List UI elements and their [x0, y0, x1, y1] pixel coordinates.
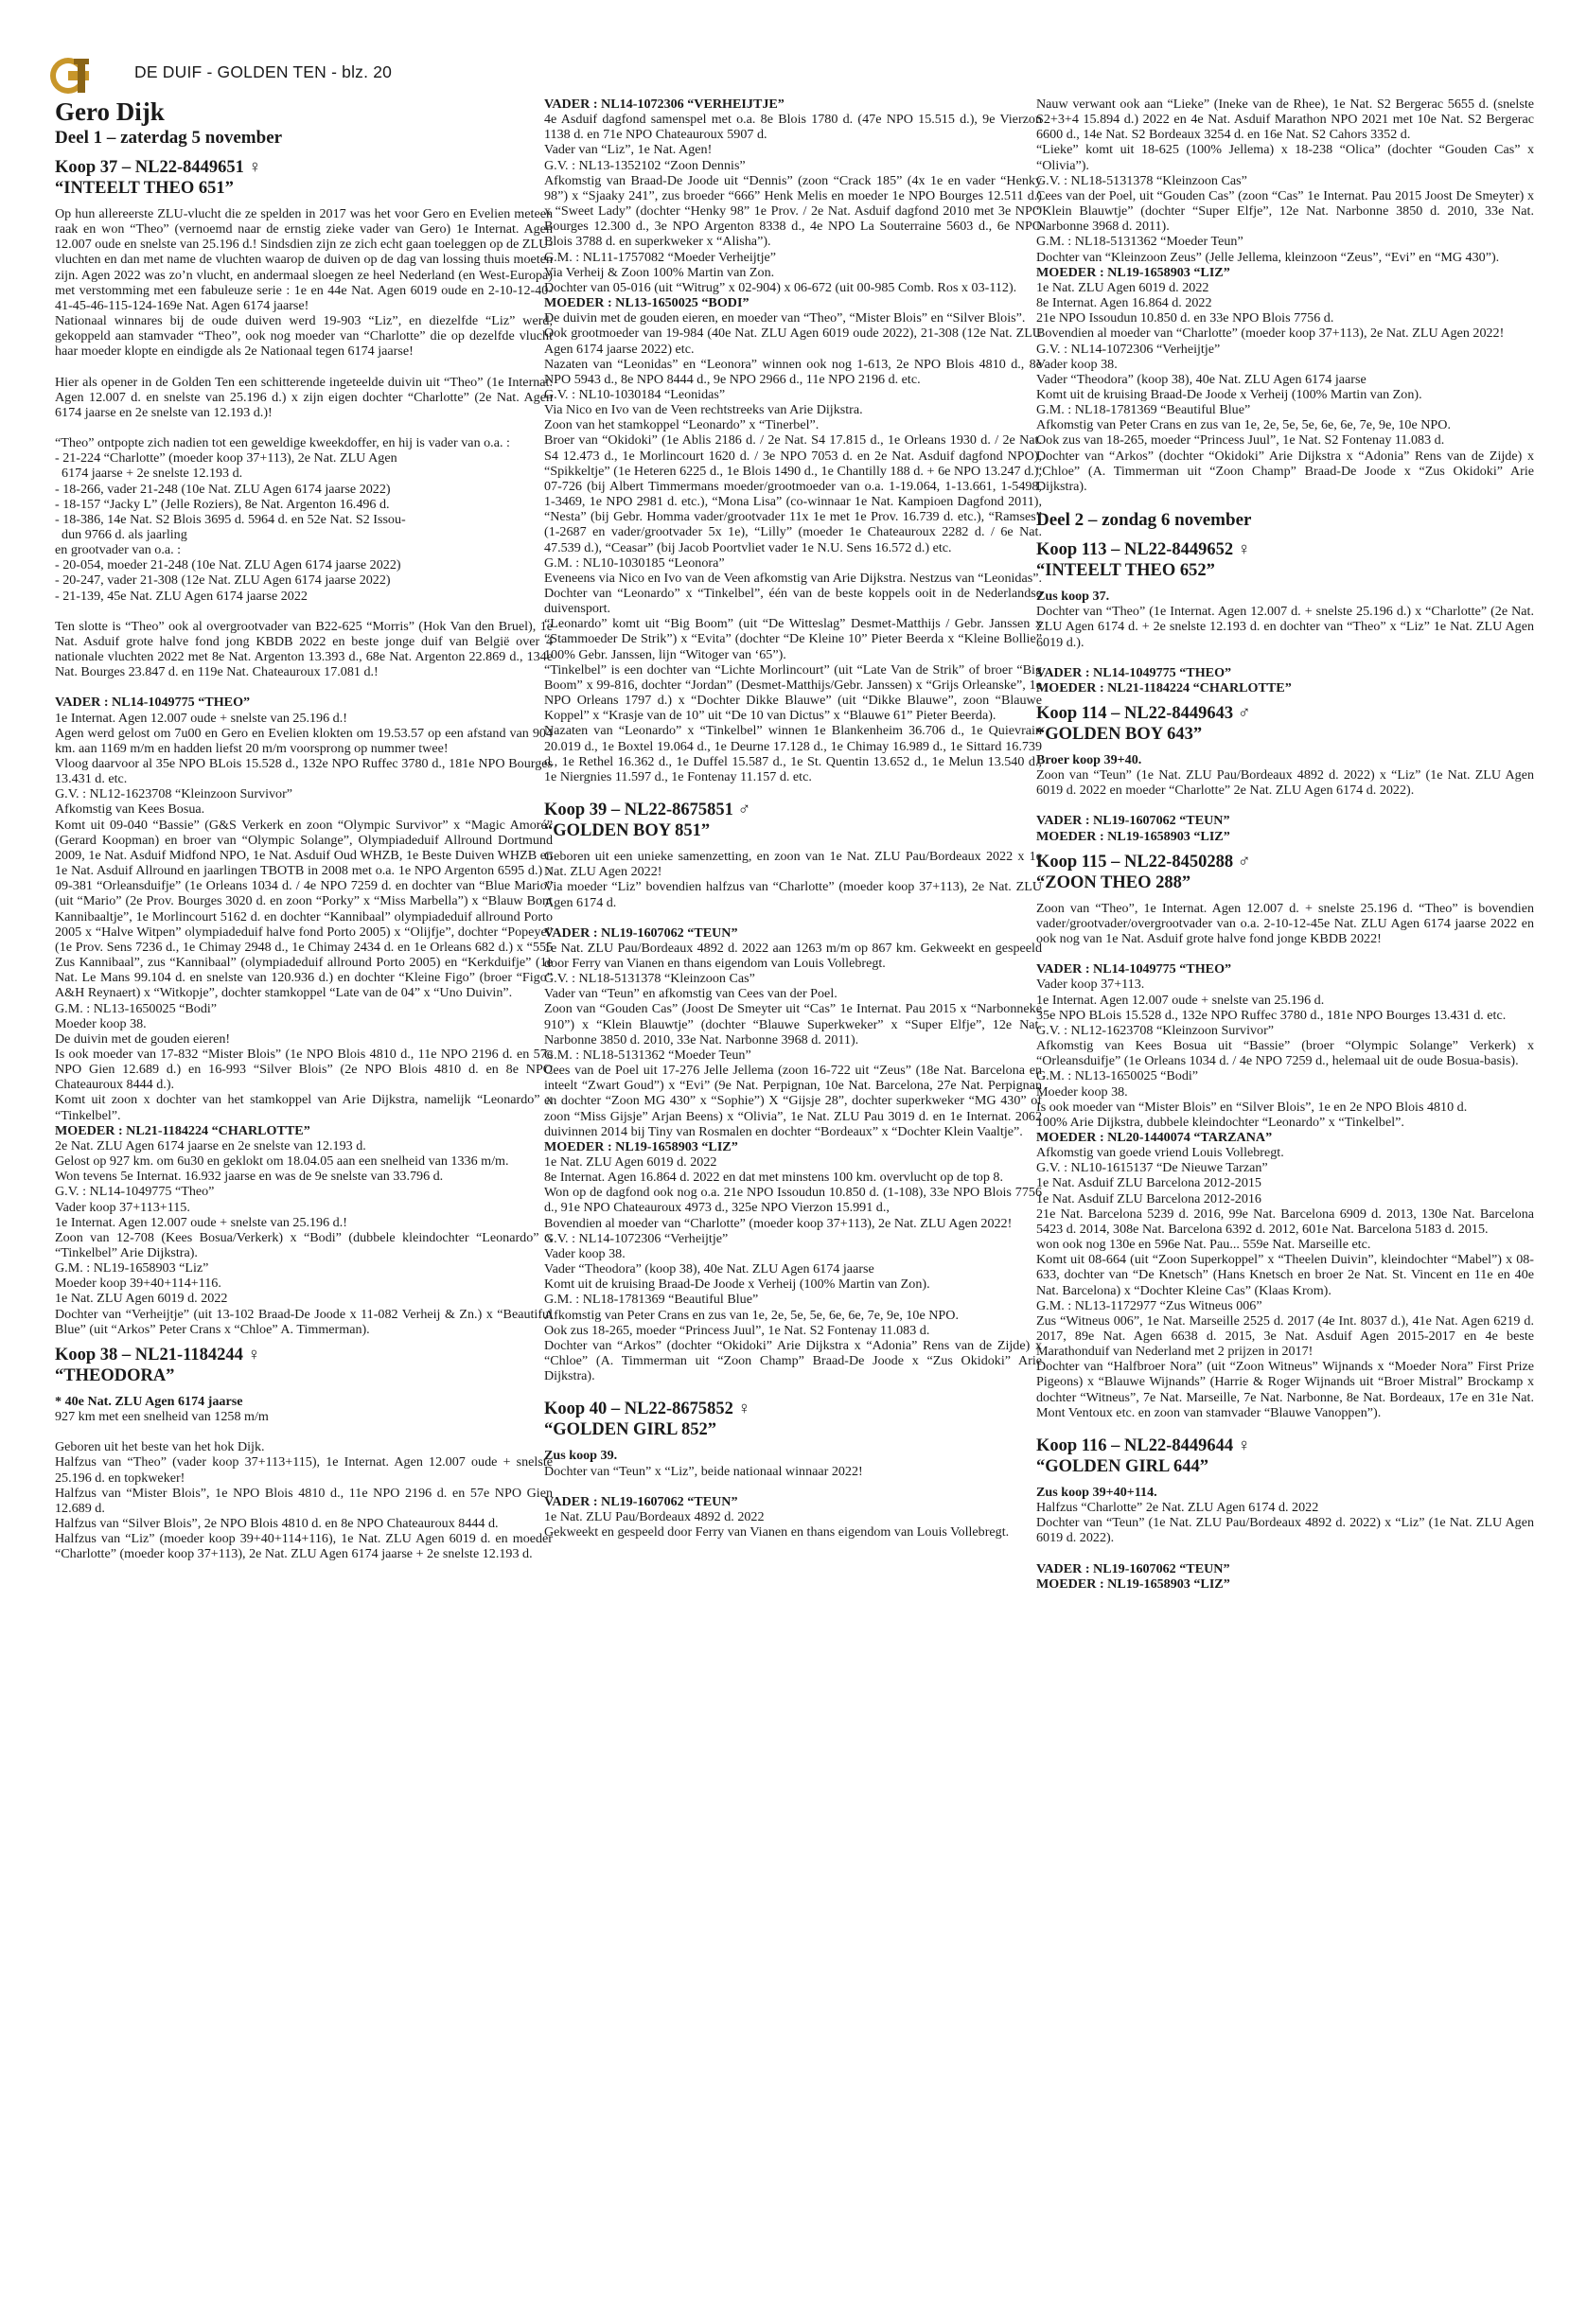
paragraph: G.V. : NL10-1615137 “De Nieuwe Tarzan”: [1036, 1160, 1268, 1176]
spacer: [55, 1424, 553, 1439]
paragraph: 927 km met een snelheid van 1258 m/m: [55, 1409, 269, 1425]
paragraph: G.V. : NL13-1352102 “Zoon Dennis”: [544, 157, 746, 173]
paragraph: Zoon van 12-708 (Kees Bosua/Verkerk) x “Bodi” (dubbele kleindochter “Leonardo” x “Tinkelbel” Arie Dijkstra).: [55, 1229, 553, 1260]
paragraph: De duivin met de gouden eieren!: [55, 1030, 231, 1047]
bold-line: MOEDER : NL19-1658903 “LIZ”: [1036, 828, 1230, 844]
paragraph: Komt uit zoon x dochter van het stamkoppel van Arie Dijkstra, namelijk “Leonardo” x “Tinkelbel”.: [55, 1092, 553, 1123]
paragraph: Dochter van “Verheijtje” (uit 13-102 Braad-De Joode x 11-082 Verheij & Zn.) x “Beautiful Blue” (uit “Arkos” Peter Crans x “Chloe” A. Timmerman).: [55, 1306, 553, 1337]
paragraph: Dochter van “Theo” (1e Internat. Agen 12.007 d. + snelste 25.196 d.) x “Charlotte” (2e Nat. ZLU Agen 6174 d. + 2e snelste 12.193 d. en dochter van “Theo” x “Liz” 1e Nat. ZLU Agen 6019 d.).: [1036, 604, 1534, 650]
spacer: [544, 784, 1042, 800]
paragraph: Geboren uit een unieke samenzetting, en zoon van 1e Nat. ZLU Pau/Bordeaux 2022 x 1e Nat. ZLU Agen 2022!: [544, 849, 1042, 880]
column-2: [544, 97, 1042, 1540]
lot-heading: Koop 115 – NL22-8450288 ♂: [1036, 852, 1251, 872]
bold-line: MOEDER : NL19-1658903 “LIZ”: [1036, 1576, 1230, 1592]
spacer: [544, 1383, 1042, 1399]
paragraph: Hier als opener in de Golden Ten een schitterende ingeteelde duivin uit “Theo” (1e Internat. Agen 12.007 d. en snelste van 25.196 d.) x zijn eigen dochter “Charlotte” (2e Nat. Agen 6174 jaarse en 2e snelste van 12.193 d.)!: [55, 374, 553, 420]
bold-line: VADER : NL19-1607062 “TEUN”: [544, 924, 738, 941]
paragraph: Dochter van “Arkos” (dochter “Okidoki” Arie Dijkstra x “Adonia” Rens van de Zijde) x “Chloe” (A. Timmerman uit “Zoon Champ” Braad-De Joode x “Zus Okidoki” Arie Dijkstra).: [1036, 448, 1534, 494]
lot-name: “GOLDEN BOY 643”: [1036, 725, 1203, 744]
paragraph: Vader “Theodora” (koop 38), 40e Nat. ZLU Agen 6174 jaarse: [1036, 371, 1367, 387]
lot-name: “INTEELT THEO 652”: [1036, 561, 1215, 581]
spacer: [1036, 1546, 1534, 1561]
paragraph: G.M. : NL13-1172977 “Zus Witneus 006”: [1036, 1297, 1262, 1313]
paragraph: G.M. : NL18-5131362 “Moeder Teun”: [544, 1047, 751, 1063]
paragraph: G.V. : NL14-1072306 “Verheijtje”: [1036, 341, 1221, 357]
paragraph: Won op de dagfond ook nog o.a. 21e NPO Issoudun 10.850 d. (1-108), 33e NPO Blois 7756 d., 91e NPO Chateauroux 4973 d., 325e NPO Vierzon 15.991 d.,: [544, 1185, 1042, 1216]
paragraph: Nationaal winnares bij de oude duiven werd 19-903 “Liz”, en diezelfde “Liz” werd, gekoppeld aan stamvader “Theo”, ook nog moeder van “Charlotte” die op dezelfde vlucht haar moeder klopte en eindigde als 2e Nationaal tegen 6174 jaarse!: [55, 313, 553, 360]
paragraph: 21e NPO Issoudun 10.850 d. en 33e NPO Blois 7756 d.: [1036, 310, 1334, 326]
paragraph: G.V. : NL12-1623708 “Kleinzoon Survivor”: [55, 786, 293, 802]
paragraph: 8e Internat. Agen 16.864 d. 2022: [1036, 295, 1212, 311]
spacer: [55, 150, 553, 157]
bold-line: VADER : NL14-1049775 “THEO”: [55, 695, 251, 711]
paragraph: 1e Internat. Agen 12.007 oude + snelste van 25.196 d.!: [55, 710, 347, 726]
paragraph: Zoon van “Gouden Cas” (Joost De Smeyter uit “Cas” 1e Internat. Pau 2015 x “Narbonneke 910”) x “Klein Blauwtje” (dochter “Blauwe Superkweker” x “Super Elfje”, 12e Nat. Narbonne 3850 d. 2010, 33e Nat. Narbonne 3968 d. 2011).: [544, 1001, 1042, 1048]
paragraph: Won tevens 5e Internat. 16.932 jaarse en was de 9e snelste van 33.796 d.: [55, 1169, 444, 1185]
paragraph: Afkomstig van goede vriend Louis Vollebregt.: [1036, 1145, 1284, 1161]
bold-line: * 40e Nat. ZLU Agen 6174 jaarse: [55, 1393, 243, 1409]
paragraph: Komt uit de kruising Braad-De Joode x Verheij (100% Martin van Zon).: [1036, 386, 1422, 402]
bold-line: MOEDER : NL19-1658903 “LIZ”: [544, 1138, 738, 1154]
paragraph: Ook zus 18-265, moeder “Princess Juul”, 1e Nat. S2 Fontenay 11.083 d.: [544, 1322, 930, 1338]
spacer: [1036, 695, 1534, 703]
lot-heading: Koop 114 – NL22-8449643 ♂: [1036, 704, 1251, 723]
lot-heading: Koop 37 – NL22-8449651 ♀: [55, 158, 262, 177]
lot-name: “GOLDEN GIRL 852”: [544, 1420, 716, 1440]
bold-line: Broer koop 39+40.: [1036, 752, 1142, 767]
lot-name: “GOLDEN GIRL 644”: [1036, 1456, 1208, 1476]
list-block: - 21-224 “Charlotte” (moeder koop 37+113), 2e Nat. ZLU Agen 6174 jaarse + 2e snelste 12.193 d. - 18-266, vader 21-248 (10e Nat. ZLU Agen 6174 jaarse 2022) - 18-157 “Jacky L” (Jelle Roziers), 8e Nat. Argenton 16.496 d. - 18-386, 14e Nat. S2 Blois 3695 d. 5964 d. en 52e Nat. S2 Issou- dun 9766 d. als jaarling en grootvader van o.a. : - 20-054, moeder 21-248 (10e Nat. ZLU Agen 6174 jaarse 2022) - 20-247, vader 21-308 (12e Nat. ZLU Agen 6174 jaarse 2022) - 21-139, 45e Nat. ZLU Agen 6174 jaarse 2022: [55, 450, 406, 604]
paragraph: Eveneens via Nico en Ivo van de Veen afkomstig van Arie Dijkstra. Nestzus van “Leonidas”. Dochter van “Leonardo” x “Tinkelbel”, één van de beste koppels ooit in de Nederlandse duivensport.: [544, 570, 1042, 617]
paragraph: G.M. : NL10-1030185 “Leonora”: [544, 555, 725, 571]
paragraph: Halfzus van “Liz” (moeder koop 39+40+114+116), 1e Nat. ZLU Agen 6019 d. en moeder “Charlotte” (moeder koop 37+113), 2e Nat. ZLU Agen 6174 jaarse + 2e snelste 12.193 d.: [55, 1531, 553, 1562]
paragraph: 1e Nat. Asduif ZLU Barcelona 2012-2015: [1036, 1175, 1261, 1191]
paragraph: “Tinkelbel” is een dochter van “Lichte Morlincourt” (uit “Late Van de Strik” of broer “Big Boom” x 99-816, dochter “Jordan” (Desmet-Matthijs/Gebr. Janssen) x “Grijs Orleanske”, 1e NPO Orleans 1797 d.) x “Dochter Dikke Blauwe” (uit “Dikke Blauwe”, zoon “Blauwe Koppel” x “Krasje van de 10” uit “De 10 van Dictus” x “Blauwe 61” Pieter Beerda).: [544, 661, 1042, 724]
bold-line: VADER : NL14-1072306 “VERHEIJTJE”: [544, 97, 785, 112]
paragraph: “Leonardo” komt uit “Big Boom” (uit “De Witteslag” Desmet-Matthijs / Gebr. Janssen x “Stammoeder De Strik”) x “Evita” (dochter “De Kleine 10” Pieter Beerda x “Kleine Bollie” 100% Gebr. Janssen, lijn “Witoger van ‘65”).: [544, 616, 1042, 662]
paragraph: G.M. : NL18-1781369 “Beautiful Blue”: [1036, 402, 1251, 418]
paragraph: Ook zus van 18-265, moeder “Princess Juul”, 1e Nat. S2 Fontenay 11.083 d.: [1036, 432, 1445, 449]
paragraph: G.M. : NL13-1650025 “Bodi”: [55, 1000, 218, 1016]
paragraph: Moeder koop 38.: [55, 1015, 147, 1031]
spacer: [544, 1479, 1042, 1494]
spacer: [55, 679, 553, 695]
paragraph: Afkomstig van Kees Bosua uit “Bassie” (broer “Olympic Solange” Verkerk) x “Orleansduifje” (1e Orleans 1034 d. / 4e NPO 7259 d., helemaal uit de oude Bosua-basis).: [1036, 1038, 1534, 1069]
paragraph: Nauw verwant ook aan “Lieke” (Ineke van de Rhee), 1e Nat. S2 Bergerac 5655 d. (snelste S2+3+4 15.894 d.) 2022 en 4e Nat. Asduif Marathon NPO 2021 met 10e Nat. S2 Bergerac 6600 d., 14e Nat. S2 Bordeaux 3254 d. en 16e Nat. S2 Cahors 3352 d.: [1036, 97, 1534, 143]
paragraph: G.M. : NL13-1650025 “Bodi”: [1036, 1068, 1199, 1084]
bold-line: Zus koop 39.: [544, 1448, 618, 1464]
paragraph: “Lieke” komt uit 18-625 (100% Jellema) x 18-238 “Olica” (dochter “Gouden Cas” x “Olivia”).: [1036, 142, 1534, 173]
paragraph: G.M. : NL18-5131362 “Moeder Teun”: [1036, 234, 1243, 250]
paragraph: Afkomstig van Braad-De Joode uit “Dennis” (zoon “Crack 185” (4x 1e en vader “Henky 98”) x “Sjaaky 241”, zus broeder “666” Henk Melis en moeder 1e NPO Bourges 12.511 d.) x “Sweet Lady” (dochter “Henky 98” 1e Prov. / 2e Nat. Asduif dagfond 2010 met 3e NPO Bourges 12.300 d., 3e NPO Argenton 8338 d., 4e NPO La Souterraine 5603 d., 6e NPO Blois 3788 d. en superkweker x “Alisha”).: [544, 172, 1042, 250]
paragraph: Afkomstig van Peter Crans en zus van 1e, 2e, 5e, 5e, 6e, 6e, 7e, 9e, 10e NPO.: [1036, 417, 1451, 433]
spacer: [55, 420, 553, 435]
spacer: [55, 1337, 553, 1345]
spacer: [1036, 946, 1534, 961]
paragraph: Dochter van “Arkos” (dochter “Okidoki” Arie Dijkstra x “Adonia” Rens van de Zijde) x “Chloe” (A. Timmerman uit “Zoon Champ” Braad-De Joode x “Zus Okidoki” Arie Dijkstra).: [544, 1337, 1042, 1384]
lot-name: “INTEELT THEO 651”: [55, 179, 234, 198]
paragraph: G.M. : NL19-1658903 “Liz”: [55, 1260, 209, 1276]
paragraph: Moeder koop 38.: [1036, 1083, 1128, 1100]
paragraph: won ook nog 130e en 596e Nat. Pau... 559e Nat. Marseille etc.: [1036, 1237, 1371, 1253]
paragraph: Bovendien al moeder van “Charlotte” (moeder koop 37+113), 2e Nat. ZLU Agen 2022!: [1036, 326, 1505, 342]
bold-line: MOEDER : NL21-1184224 “CHARLOTTE”: [55, 1122, 310, 1138]
paragraph: Ook grootmoeder van 19-984 (40e Nat. ZLU Agen 6019 oude 2022), 21-308 (12e Nat. ZLU Agen 6174 jaarse 2022) etc.: [544, 326, 1042, 357]
bold-line: VADER : NL14-1049775 “THEO”: [1036, 961, 1232, 977]
bold-line: MOEDER : NL20-1440074 “TARZANA”: [1036, 1129, 1273, 1145]
paragraph: Nazaten van “Leonardo” x “Tinkelbel” winnen 1e Blankenheim 36.706 d., 1e Quievrain 20.019 d., 1e Boxtel 19.064 d., 1e Deurne 17.128 d., 1e Chimay 16.989 d., 1e Sittard 16.739 d., 1e Rethel 16.362 d., 1e Duffel 15.587 d., 1e St. Quentin 13.652 d., 1e Melun 13.540 d., 1e Niergnies 11.597 d., 1e Fontenay 11.157 d. etc.: [544, 723, 1042, 784]
paragraph: Vader “Theodora” (koop 38), 40e Nat. ZLU Agen 6174 jaarse: [544, 1261, 874, 1277]
paragraph: Ten slotte is “Theo” ook al overgrootvader van B22-625 “Morris” (Hok Van den Bruel), 1e Nat. Asduif grote halve fond jong KBDB 2022 en beste jonge duif van België over 4 nationale vluchten 2022 met 8e Nat. Argenton 13.393 d., 68e Nat. Argenton 22.869 d., 134e Nat. Bourges 23.847 d. en 119e Nat. Chateauroux 17.081 d.!: [55, 618, 553, 680]
paragraph: Gekweekt en gespeeld door Ferry van Vianen en thans eigendom van Louis Vollebregt.: [544, 1523, 1010, 1540]
paragraph: Afkomstig van Kees Bosua.: [55, 801, 205, 818]
paragraph: Dochter van “Teun” x “Liz”, beide nationaal winnaar 2022!: [544, 1463, 863, 1479]
paragraph: Bovendien al moeder van “Charlotte” (moeder koop 37+113), 2e Nat. ZLU Agen 2022!: [544, 1215, 1013, 1231]
column-1: [55, 97, 553, 1562]
paragraph: Is ook moeder van 17-832 “Mister Blois” (1e NPO Blois 4810 d., 11e NPO 2196 d. en 57e NPO Gien 12.689 d.) en 16-993 “Silver Blois” (2e NPO Blois 4810 d. en 8e NPO Chateauroux 8444 d.).: [55, 1046, 553, 1093]
paragraph: Vader koop 38.: [544, 1245, 626, 1261]
lot-heading: Koop 40 – NL22-8675852 ♀: [544, 1400, 751, 1419]
paragraph: Vader koop 37+113+115.: [55, 1199, 190, 1215]
bold-line: VADER : NL19-1607062 “TEUN”: [1036, 813, 1230, 829]
column-3: [1036, 97, 1534, 1592]
paragraph: G.V. : NL12-1623708 “Kleinzoon Survivor”: [1036, 1022, 1275, 1038]
spacer: [544, 910, 1042, 925]
paragraph: Halfzus van “Silver Blois”, 2e NPO Blois 4810 d. en 8e NPO Chateauroux 8444 d.: [55, 1516, 499, 1532]
paragraph: Halfzus van “Theo” (vader koop 37+113+115), 1e Internat. Agen 12.007 oude + snelste 25.196 d. en topkweker!: [55, 1454, 553, 1486]
paragraph: Vader koop 37+113.: [1036, 977, 1145, 993]
paragraph: Komt uit 09-040 “Bassie” (G&S Verkerk en zoon “Olympic Survivor” x “Magic Amoré” (Gerard Koopman) en broer van “Olympic Solange”, Olympiadeduif Allround Dortmund 2009, 1e Nat. Asduif Midfond NPO, 1e Nat. Asduif Oud WHZB, 1e Beste Duiven WHZB en 1e Nat. Asduif Allround en jaarlingen TBOTB in 2008 met o.a. 1e NPO Argenton 6595 d.) x 09-381 “Orleansduifje” (1e Orleans 1034 d. / 4e NPO 7259 d. en dochter van “Blue Mario” (uit “Mario” (2e Prov. Bourges 3020 d. en zoon “Porky” x “Miss Marbella”) x “Blauw Bont Kannibaaltje”, 1e Morlincourt 5162 d. en dochter “Kannibaal” olympiadeduif allround Porto 2005 x “Halve Witpen” olympiadeduif halve fond Porto 2005) x “Olijfje”, dochter “Popeye” (1e Prov. Sens 7236 d., 1e Chimay 2948 d., 1e Chimay 2434 d. en 1e Orleans 682 d.) x “555 Zus Kannibaal”, zus “Kannibaal” (olympiadeduif allround Porto 2005) en “Kerkduifje” (1e Nat. Le Mans 99.104 d. en snelste van 120.936 d.) en dochter “Kleine Figo” (broer “Figo” A&H Reynaert) x “Witkopje”, dochter stamkoppel “Late van de 04” x “Uno Duivin”.: [55, 817, 553, 1001]
paragraph: 1e Nat. Asduif ZLU Barcelona 2012-2016: [1036, 1190, 1261, 1206]
spacer: [1036, 1420, 1534, 1435]
paragraph: G.M. : NL11-1757082 “Moeder Verheijtje”: [544, 249, 777, 265]
paragraph: G.V. : NL14-1049775 “Theo”: [55, 1184, 215, 1200]
bold-line: Zus koop 37.: [1036, 589, 1110, 605]
spacer: [1036, 532, 1534, 539]
paragraph: 21e Nat. Barcelona 5239 d. 2016, 99e Nat. Barcelona 6909 d. 2013, 130e Nat. Barcelona 5423 d. 2014, 308e Nat. Barcelona 6392 d. 2012, 601e Nat. Barcelona 5183 d. 2015.: [1036, 1206, 1534, 1237]
golden-ten-logo-icon: [47, 55, 132, 97]
paragraph: Op hun allereerste ZLU-vlucht die ze spelden in 2017 was het voor Gero en Evelien meteen raak en won “Theo” (vernoemd naar de ernstig zieke vader van Gero) 1e Internat. Agen 12.007 oude en snelste van 25.196 d.! Sindsdien zijn ze zich echt gaan toeleggen op de ZLU-vluchten en dan met name de vluchten waarop de duiven op de dag van lossing thuis moeten zijn. Agen 2022 was zo’n vlucht, en andermaal sloegen ze heel Nederland (en West-Europa) met verstomming met een fabuleuze serie : 1e en 44e Nat. Agen 6019 oude en 2-10-12-40-41-45-46-115-124-169e Nat. Agen 6174 jaarse!: [55, 206, 553, 313]
bold-line: VADER : NL14-1049775 “THEO”: [1036, 664, 1232, 680]
spacer: [1036, 844, 1534, 852]
paragraph: Via moeder “Liz” bovendien halfzus van “Charlotte” (moeder koop 37+113), 2e Nat. ZLU Agen 6174 d.: [544, 879, 1042, 910]
bold-line: VADER : NL19-1607062 “TEUN”: [544, 1493, 738, 1509]
paragraph: Dochter van “Kleinzoon Zeus” (Jelle Jellema, kleinzoon “Zeus”, “Evi” en “MG 430”).: [1036, 249, 1500, 265]
paragraph: Vader van “Liz”, 1e Nat. Agen!: [544, 142, 713, 158]
paragraph: Vader van “Teun” en afkomstig van Cees van der Poel.: [544, 986, 838, 1002]
paragraph: De duivin met de gouden eieren, en moeder van “Theo”, “Mister Blois” en “Silver Blois”.: [544, 310, 1026, 326]
bold-line: MOEDER : NL13-1650025 “BODI”: [544, 295, 749, 311]
paragraph: Komt uit 08-664 (uit “Zoon Superkoppel” x “Theelen Duivin”, kleindochter “Mabel”) x 08-633, dochter van “De Knetsch” (Hans Knetsch en broer 2e Nat. St. Vincent en 11e en 40e Nat. Barcelona) x “Dochter Kleine Cas” (Klaas Krom).: [1036, 1252, 1534, 1298]
paragraph: 35e NPO BLois 15.528 d., 132e NPO Ruffec 3780 d., 181e NPO Bourges 13.431 d. etc.: [1036, 1007, 1507, 1023]
paragraph: Halfzus van “Mister Blois”, 1e NPO Blois 4810 d., 11e NPO 2196 d. en 57e NPO Gien 12.689 d.: [55, 1485, 553, 1516]
paragraph: Agen werd gelost om 7u00 en Gero en Evelien klokten om 19.53.57 op een afstand van 904 km. aan 1169 m/m en hadden liefst 20 m/m voorsprong op nummer twee!: [55, 725, 553, 756]
paragraph: Zus “Witneus 006”, 1e Nat. Marseille 2525 d. 2017 (4e Int. 8037 d.), 41e Nat. Agen 6219 d. 2017, 89e Nat. Agen 6638 d. 2015, 3e Nat. Asduif Agen 2015-2017 en 4e beste Marathonduif van Nederland met 2 prijzen in 2017!: [1036, 1312, 1534, 1360]
lot-heading: Koop 113 – NL22-8449652 ♀: [1036, 540, 1251, 560]
lot-heading: Koop 116 – NL22-8449644 ♀: [1036, 1435, 1251, 1455]
spacer: [1036, 650, 1534, 665]
paragraph: Via Verheij & Zoon 100% Martin van Zon.: [544, 264, 775, 280]
bold-line: VADER : NL19-1607062 “TEUN”: [1036, 1560, 1230, 1576]
paragraph: Dochter van 05-016 (uit “Witrug” x 02-904) x 06-672 (uit 00-985 Comb. Ros x 03-112).: [544, 279, 1017, 295]
paragraph: 1e Nat. ZLU Pau/Bordeaux 4892 d. 2022 aan 1263 m/m op 867 km. Gekweekt en gespeeld door Ferry van Vianen en thans eigendom van Louis Vollebregt.: [544, 940, 1042, 971]
paragraph: Dochter van “Halfbroer Nora” (uit “Zoon Witneus” Wijnands x “Moeder Nora” First Prize Pigeons) x “Blauwe Wijnands” (Harrie & Roger Wijnands uit “Broer Mistral” Brockamp x dochter “Witneus”, 7e Nat. Marseille, 7e Nat. Narbonne, 8e Nat. Bordeaux, 17e en 31e Nat. Mont Ventoux etc. en zoon van stamvader “Blauwe Vanoppen”).: [1036, 1359, 1534, 1420]
paragraph: 1e Internat. Agen 12.007 oude + snelste van 25.196 d.!: [55, 1214, 347, 1230]
bold-line: Zus koop 39+40+114.: [1036, 1484, 1157, 1500]
paragraph: Cees van der Poel, uit “Gouden Cas” (zoon “Cas” 1e Internat. Pau 2015 Joost De Smeyter) x “Klein Blauwtje” (dochter “Super Elfje”, 12e Nat. Narbonne 3850 d. 2010, 33e Nat. Narbonne 3968 d. 2011).: [1036, 187, 1534, 235]
paragraph: Via Nico en Ivo van de Veen rechtstreeks van Arie Dijkstra.: [544, 402, 863, 418]
spacer: [1036, 798, 1534, 813]
running-title: DE DUIF - GOLDEN TEN - blz. 20: [134, 62, 393, 81]
paragraph: G.V. : NL10-1030184 “Leonidas”: [544, 386, 726, 402]
paragraph: 2e Nat. ZLU Agen 6174 jaarse en 2e snelste van 12.193 d.: [55, 1137, 366, 1153]
lot-name: “ZOON THEO 288”: [1036, 872, 1191, 892]
paragraph: Vader koop 38.: [1036, 356, 1118, 372]
paragraph: Halfzus “Charlotte” 2e Nat. ZLU Agen 6174 d. 2022: [1036, 1500, 1319, 1516]
paragraph: Nazaten van “Leonidas” en “Leonora” winnen ook nog 1-613, 2e NPO Blois 4810 d., 8e NPO 5943 d., 8e NPO 8444 d., 9e NPO 2966 d., 11e NPO 2196 d. etc.: [544, 356, 1042, 387]
paragraph: 1e Nat. ZLU Pau/Bordeaux 4892 d. 2022: [544, 1508, 765, 1524]
paragraph: “Theo” ontpopte zich nadien tot een geweldige kweekdoffer, en hij is vader van o.a. :: [55, 435, 510, 451]
bold-line: MOEDER : NL19-1658903 “LIZ”: [1036, 264, 1230, 280]
paragraph: G.V. : NL18-5131378 “Kleinzoon Cas”: [1036, 172, 1247, 188]
spacer: [55, 360, 553, 375]
paragraph: Vloog daarvoor al 35e NPO BLois 15.528 d., 132e NPO Ruffec 3780 d., 181e NPO Bourges 13.431 d. etc.: [55, 756, 553, 787]
paragraph: Gelost op 927 km. om 6u30 en geklokt om 18.04.05 aan een snelheid van 1336 m/m.: [55, 1153, 509, 1170]
paragraph: Zoon van “Teun” (1e Nat. ZLU Pau/Bordeaux 4892 d. 2022) x “Liz” (1e Nat. ZLU Agen 6019 d. 2022 en moeder “Charlotte” 2e Nat. ZLU Agen 6174 d. 2022).: [1036, 767, 1534, 799]
paragraph: 1e Nat. ZLU Agen 6019 d. 2022: [55, 1291, 228, 1307]
section-heading: Deel 1 – zaterdag 5 november: [55, 128, 283, 148]
paragraph: Afkomstig van Peter Crans en zus van 1e, 2e, 5e, 5e, 6e, 6e, 7e, 9e, 10e NPO.: [544, 1307, 959, 1323]
paragraph: Komt uit de kruising Braad-De Joode x Verheij (100% Martin van Zon).: [544, 1276, 930, 1293]
paragraph: G.V. : NL18-5131378 “Kleinzoon Cas”: [544, 971, 755, 987]
paragraph: Zoon van “Theo”, 1e Internat. Agen 12.007 d. + snelste 25.196 d. “Theo” is bovendien vader/grootvader/overgrootvader van o.a. 2-10-12-45e Nat. ZLU Agen 6174 jaarse 2022 en ook nog van 1e Nat. Asduif grote halve fond jonge KBDB 2022!: [1036, 900, 1534, 947]
paragraph: G.M. : NL18-1781369 “Beautiful Blue”: [544, 1292, 759, 1308]
lot-heading: Koop 38 – NL21-1184244 ♀: [55, 1345, 261, 1364]
paragraph: Zoon van het stamkoppel “Leonardo” x “Tinerbel”.: [544, 417, 820, 433]
paragraph: 1e Nat. ZLU Agen 6019 d. 2022: [1036, 279, 1209, 295]
bold-line: MOEDER : NL21-1184224 “CHARLOTTE”: [1036, 679, 1292, 695]
paragraph: Broer van “Okidoki” (1e Ablis 2186 d. / 2e Nat. S4 17.815 d., 1e Orleans 1930 d. / 2e Nat. S4 12.473 d., 1e Morlincourt 1620 d. / 3e NPO 7053 d. en 2e Nat. Asduif dagfond NPO), “Spikkeltje” (1e Heteren 6225 d., 1e Blois 1490 d., 1e Chantilly 188 d. + 6e NPO 13.247 d.), 07-726 (bij Albert Timmermans moeder/grootmoeder van o.a. 1-19.064, 1-13.661, 1-5498, 1-3469, 1e NPO 2981 d. etc.), “Mona Lisa” (co-winnaar 1e Nat. Kampioen Dagfond 2011), “Nesta” (bij Gebr. Homma vader/grootvader 11x 1e met 1e Prov. 16.739 d. etc.), “Ramses” (1-2687 en vader/grootvader 5x 1e), “Lilly” (moeder 1e Chateauroux 2282 d. / 6e Nat. 47.539 d.), “Ceasar” (bij Jacob Poortvliet vader 1e N.U. Sens 16.572 d.) etc.: [544, 432, 1042, 555]
paragraph: 100% Arie Dijkstra, dubbele kleindochter “Leonardo” x “Tinkelbel”.: [1036, 1114, 1404, 1130]
page-title: Gero Dijk: [55, 97, 165, 126]
lot-name: “THEODORA”: [55, 1365, 175, 1385]
paragraph: 1e Nat. ZLU Agen 6019 d. 2022: [544, 1154, 717, 1170]
spacer: [1036, 494, 1534, 509]
section-heading: Deel 2 – zondag 6 november: [1036, 510, 1252, 531]
paragraph: Dochter van “Teun” (1e Nat. ZLU Pau/Bordeaux 4892 d. 2022) x “Liz” (1e Nat. ZLU Agen 6019 d. 2022).: [1036, 1515, 1534, 1546]
paragraph: 1e Internat. Agen 12.007 oude + snelste van 25.196 d.: [1036, 992, 1325, 1008]
paragraph: 8e Internat. Agen 16.864 d. 2022 en dat met minstens 100 km. overvlucht op de top 8.: [544, 1170, 1003, 1186]
paragraph: 4e Asduif dagfond samenspel met o.a. 8e Blois 1780 d. (47e NPO 15.515 d.), 9e Vierzon 1138 d. en 71e NPO Chateauroux 5907 d.: [544, 112, 1042, 143]
paragraph: Is ook moeder van “Mister Blois” en “Silver Blois”, 1e en 2e NPO Blois 4810 d.: [1036, 1099, 1468, 1115]
spacer: [55, 604, 553, 619]
paragraph: Geboren uit het beste van het hok Dijk.: [55, 1439, 265, 1455]
lot-heading: Koop 39 – NL22-8675851 ♂: [544, 801, 751, 820]
paragraph: Cees van de Poel uit 17-276 Jelle Jellema (zoon 16-722 uit “Zeus” (18e Nat. Barcelona en inteelt “Zwart Goud”) x “Evi” (9e Nat. Perpignan, 10e Nat. Barcelona, 27e Nat. Perpignan en dochter “Zoon MG 430” x “Sophie”) X “Gijsje 28”, dochter superkweker “MG 430” of zoon “Miss Gijsje” Arjan Beens) x “Olivia”, 1e Nat. ZLU Pau 3019 d. en 1e Internat. 2062 duivinnen 2014 bij Tiny van Rosmalen en dochter “Bordeaux” x “Dochter Klein Vaaltje”.: [544, 1063, 1042, 1139]
paragraph: Moeder koop 39+40+114+116.: [55, 1276, 221, 1292]
paragraph: G.V. : NL14-1072306 “Verheijtje”: [544, 1230, 729, 1246]
lot-name: “GOLDEN BOY 851”: [544, 821, 711, 841]
